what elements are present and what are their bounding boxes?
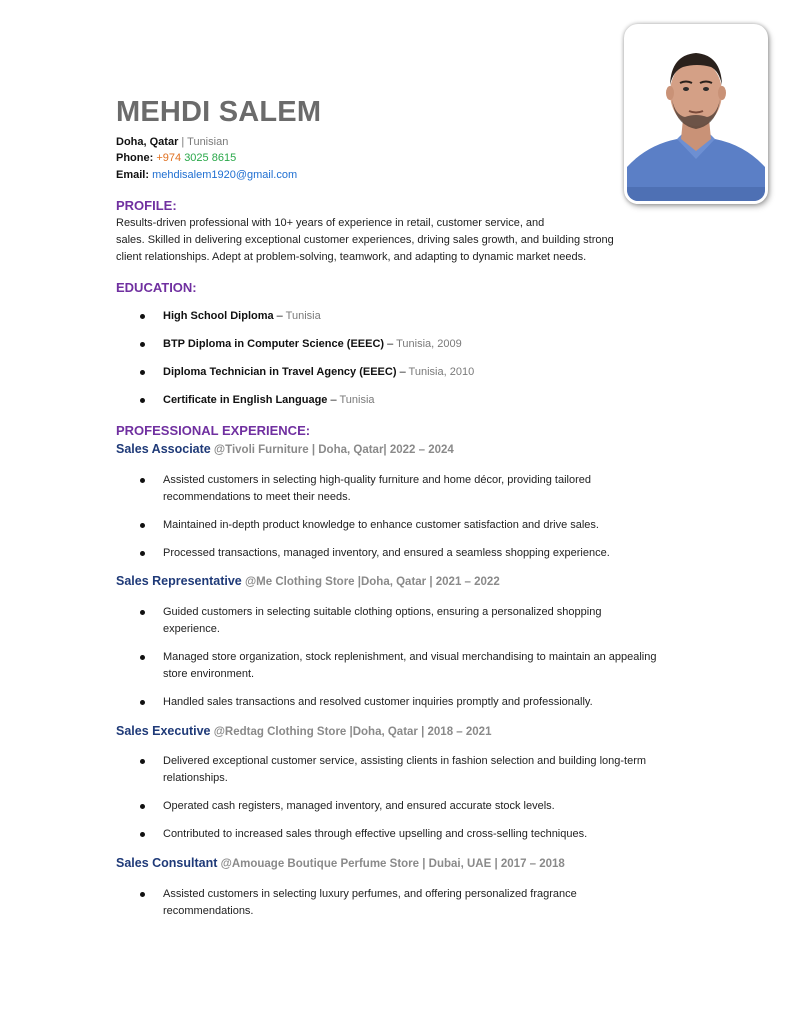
- job-title: Sales Executive: [116, 724, 211, 738]
- job-meta: @Amouage Boutique Perfume Store | Dubai, UAE | 2017 – 2018: [217, 858, 565, 870]
- education-item: [140, 392, 660, 409]
- candidate-name: MEHDI SALEM: [116, 96, 322, 128]
- job-header: [116, 856, 565, 870]
- duty-item: Delivered exceptional customer service, assisting clients in fashion selection and building long-term relationships.: [140, 753, 660, 787]
- profile-line: sales. Skilled in delivering exceptional customer experiences, driving sales growth, and building strong: [116, 234, 614, 246]
- duty-item: Maintained in-depth product knowledge to enhance customer satisfaction and drive sales.: [140, 517, 660, 534]
- phone-label: Phone:: [116, 152, 157, 164]
- profile-photo: [624, 24, 768, 204]
- job-duties: [140, 886, 660, 931]
- location-separator: |: [178, 136, 188, 148]
- duty-item: Operated cash registers, managed inventory, and ensured accurate stock levels.: [140, 798, 660, 815]
- job-meta: @Tivoli Furniture | Doha, Qatar| 2022 – 2024: [210, 444, 454, 456]
- phone-country-code: +974: [156, 152, 182, 164]
- education-meta: Tunisia, 2009: [396, 338, 462, 350]
- nationality: Tunisian: [187, 136, 229, 148]
- education-meta: Tunisia, 2010: [408, 366, 475, 378]
- education-sep: –: [384, 338, 397, 350]
- education-sep: –: [273, 310, 286, 322]
- education-sep: –: [396, 366, 409, 378]
- email-line: [116, 168, 297, 183]
- job-duties: [140, 472, 660, 573]
- job-title: Sales Representative: [116, 574, 242, 588]
- education-heading: EDUCATION:: [116, 280, 197, 295]
- education-name: High School Diploma: [163, 310, 274, 322]
- duty-item: Handled sales transactions and resolved customer inquiries promptly and professionally.: [140, 694, 660, 711]
- phone-line: [116, 151, 236, 166]
- education-item: [140, 308, 660, 325]
- education-name: BTP Diploma in Computer Science (EEEC): [163, 338, 385, 350]
- job-title: Sales Consultant: [116, 856, 218, 870]
- education-meta: Tunisia: [339, 394, 375, 406]
- job-duties: [140, 753, 660, 854]
- phone-number: 3025 8615: [184, 152, 237, 164]
- education-meta: Tunisia: [285, 310, 321, 322]
- education-name: Diploma Technician in Travel Agency (EEEC): [163, 366, 397, 378]
- education-item: [140, 336, 660, 353]
- job-duties: [140, 604, 660, 722]
- job-title: Sales Associate: [116, 442, 211, 456]
- job-header: [116, 724, 491, 738]
- profile-summary: [116, 215, 676, 266]
- experience-heading: PROFESSIONAL EXPERIENCE:: [116, 423, 311, 438]
- portrait-image: [627, 27, 765, 201]
- education-name: Certificate in English Language: [163, 394, 328, 406]
- duty-item: Processed transactions, managed inventory, and ensured a seamless shopping experience.: [140, 545, 660, 562]
- education-list: [140, 308, 660, 420]
- email-link[interactable]: mehdisalem1920@gmail.com: [152, 169, 298, 181]
- location-line: [116, 135, 228, 150]
- location: Doha, Qatar: [116, 136, 179, 148]
- duty-item: Contributed to increased sales through effective upselling and cross-selling techniques.: [140, 826, 660, 843]
- job-header: [116, 574, 500, 588]
- profile-line: Results-driven professional with 10+ years of experience in retail, customer service, and: [116, 217, 545, 229]
- duty-item: Assisted customers in selecting luxury perfumes, and offering personalized fragrance recommendations.: [140, 886, 660, 920]
- profile-heading: PROFILE:: [116, 198, 177, 213]
- email-label: Email:: [116, 169, 153, 181]
- job-meta: @Me Clothing Store |Doha, Qatar | 2021 – 2022: [241, 576, 500, 588]
- profile-line: client relationships. Adept at problem-solving, teamwork, and adapting to dynamic market needs.: [116, 251, 587, 263]
- job-meta: @Redtag Clothing Store |Doha, Qatar | 2018 – 2021: [210, 726, 492, 738]
- education-sep: –: [327, 394, 340, 406]
- duty-item: Guided customers in selecting suitable clothing options, ensuring a personalized shopping experience.: [140, 604, 660, 638]
- job-header: [116, 442, 454, 456]
- duty-item: Assisted customers in selecting high-quality furniture and home décor, providing tailored recommendations to meet their needs.: [140, 472, 660, 506]
- duty-item: Managed store organization, stock replenishment, and visual merchandising to maintain an appealing store environment.: [140, 649, 660, 683]
- education-item: [140, 364, 660, 381]
